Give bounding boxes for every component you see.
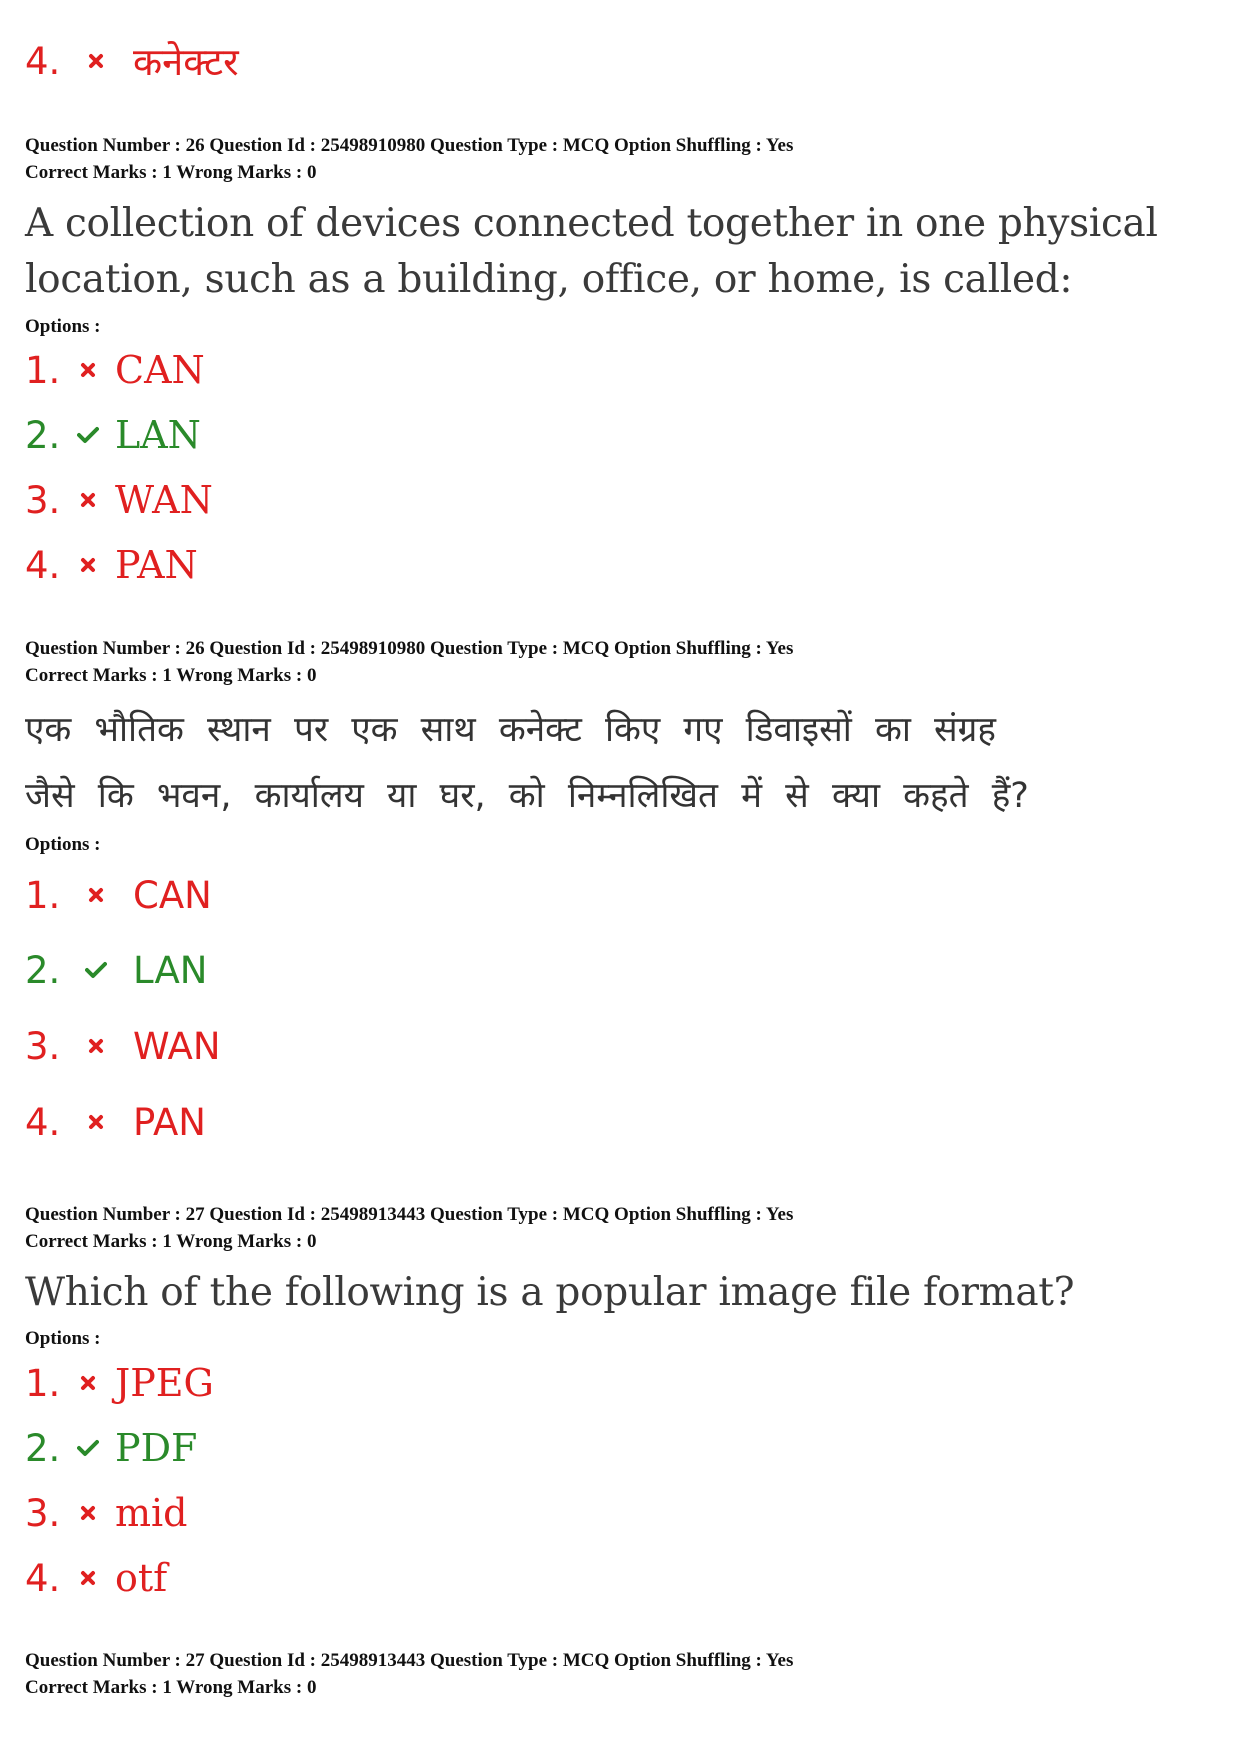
- question-header: Question Number : 27 Question Id : 25498913443 Question Type : MCQ Option Shuffling : Yes: [25, 1204, 794, 1225]
- question-text-line: जैसे कि भवन, कार्यालय या घर, को निम्नलिखित में से क्या कहते हैं?: [25, 776, 1029, 816]
- option-number: 1.: [25, 1361, 61, 1405]
- option-row: [25, 1021, 221, 1071]
- option-text: LAN: [115, 413, 201, 457]
- options-label: Options :: [25, 316, 101, 337]
- option-row: [25, 945, 207, 995]
- option-text: LAN: [133, 948, 208, 992]
- option-row: [25, 36, 239, 86]
- option-text: WAN: [133, 1024, 221, 1068]
- option-row: [25, 475, 213, 525]
- cross-icon: [83, 48, 109, 74]
- marks-line: Correct Marks : 1 Wrong Marks : 0: [25, 1677, 317, 1698]
- cross-icon: [83, 1109, 109, 1135]
- check-icon: [83, 957, 109, 983]
- option-row: [25, 1423, 197, 1473]
- option-number: 2.: [25, 1426, 61, 1470]
- option-number: 4.: [25, 543, 61, 587]
- option-row: [25, 345, 205, 395]
- option-text: PAN: [133, 1100, 206, 1144]
- cross-icon: [75, 1370, 101, 1396]
- option-number: 4.: [25, 39, 61, 83]
- option-text: PAN: [115, 543, 198, 587]
- option-number: 4.: [25, 1100, 61, 1144]
- option-number: 2.: [25, 948, 61, 992]
- option-row: [25, 1553, 167, 1603]
- option-text: PDF: [115, 1426, 198, 1470]
- marks-line: Correct Marks : 1 Wrong Marks : 0: [25, 162, 317, 183]
- question-header: Question Number : 26 Question Id : 25498910980 Question Type : MCQ Option Shuffling : Yes: [25, 638, 794, 659]
- cross-icon: [75, 552, 101, 578]
- option-number: 3.: [25, 478, 61, 522]
- question-text-line: Which of the following is a popular image file format?: [25, 1270, 1075, 1315]
- option-row: [25, 540, 198, 590]
- option-number: 1.: [25, 348, 61, 392]
- cross-icon: [75, 1500, 101, 1526]
- cross-icon: [75, 1565, 101, 1591]
- option-text: CAN: [133, 873, 212, 917]
- option-text: JPEG: [115, 1361, 214, 1405]
- cross-icon: [75, 487, 101, 513]
- options-label: Options :: [25, 1328, 101, 1349]
- question-text-line: A collection of devices connected together in one physical: [25, 201, 1158, 246]
- option-text: WAN: [115, 478, 213, 522]
- option-number: 3.: [25, 1491, 61, 1535]
- option-row: [25, 410, 201, 460]
- option-number: 2.: [25, 413, 61, 457]
- option-number: 4.: [25, 1556, 61, 1600]
- option-number: 1.: [25, 873, 61, 917]
- option-row: [25, 1097, 206, 1147]
- marks-line: Correct Marks : 1 Wrong Marks : 0: [25, 665, 317, 686]
- cross-icon: [83, 882, 109, 908]
- option-text: otf: [115, 1556, 168, 1600]
- check-icon: [75, 422, 101, 448]
- option-row: [25, 870, 212, 920]
- option-text: mid: [115, 1491, 188, 1535]
- options-label: Options :: [25, 834, 101, 855]
- option-text: CAN: [115, 348, 205, 392]
- question-header: Question Number : 27 Question Id : 25498913443 Question Type : MCQ Option Shuffling : Yes: [25, 1650, 794, 1671]
- option-text: कनेक्टर: [133, 40, 239, 84]
- question-header: Question Number : 26 Question Id : 25498910980 Question Type : MCQ Option Shuffling : Yes: [25, 135, 794, 156]
- question-text-line: एक भौतिक स्थान पर एक साथ कनेक्ट किए गए डिवाइसों का संग्रह: [25, 710, 997, 750]
- cross-icon: [83, 1033, 109, 1059]
- question-text-line: location, such as a building, office, or home, is called:: [25, 257, 1073, 302]
- option-row: [25, 1358, 214, 1408]
- option-number: 3.: [25, 1024, 61, 1068]
- option-row: [25, 1488, 188, 1538]
- cross-icon: [75, 357, 101, 383]
- marks-line: Correct Marks : 1 Wrong Marks : 0: [25, 1231, 317, 1252]
- check-icon: [75, 1435, 101, 1461]
